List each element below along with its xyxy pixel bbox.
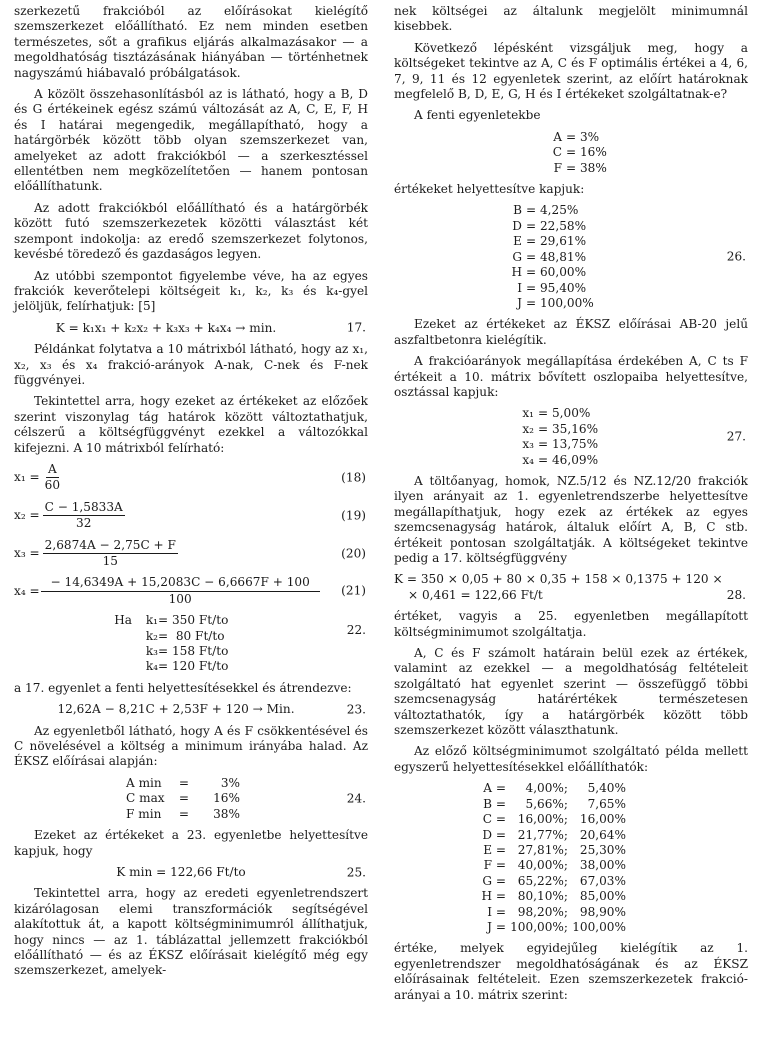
paragraph: értéke, melyek egyidejűleg kielégítik az 1. egyenletrendszer megoldhatóságának és az ÉKSZ előírásainak feltételeit. Ezen szemszerkezetek frakció-arányai a 10. mátrix szerint: [394,941,748,1002]
equation-26 [394,203,748,311]
table-cell: G = [482,873,506,888]
value: = 16% [566,145,607,160]
value: = 100,00% [526,295,594,310]
equation-28 [394,572,748,603]
acf-values [394,130,748,176]
equals-sign: = [178,775,190,790]
equation-lhs: x₁ = [14,470,40,485]
fraction-numerator: C − 1,5833A [43,500,125,516]
constant-label: k₁ [145,613,158,628]
equation-19 [14,500,368,532]
value-label: B [513,203,522,218]
fraction-denominator: 60 [44,478,61,493]
paragraph: a 17. egyenlet a fenti helyettesítésekkel és átrendezve: [14,680,352,695]
paragraph: Ezeket az értékeket a 23. egyenletbe helyettesítve kapjuk, hogy [14,828,368,858]
paragraph: Az egyenletből látható, hogy A és F csökkentésével és C növelésével a költség a minimum irányába halad. Az ÉKSZ előírásai alapján: [14,723,368,769]
table-row [394,797,748,812]
value-label: G [512,249,522,264]
value: = 46,09% [538,452,599,467]
fraction-numerator: 2,6874A − 2,75C + F [43,538,178,554]
paragraph: Tekintettel arra, hogy ezeket az értékeket az előzőek szerint viszonylag tág határok között változtathatjuk, célszerű a költségfüggvényt ezekkel a változókkal kifejezni. A 10 mátrixból felírható: [14,394,368,455]
value-label: x₁ [522,406,534,421]
value: = 95,40% [526,280,587,295]
table-cell: 4,00%; [525,781,568,796]
value: = 22,58% [526,218,587,233]
table-cell: 80,10%; [517,889,568,904]
equation-text: K = k₁x₁ + k₂x₂ + k₃x₃ + k₄x₄ → min. [55,320,277,335]
value-label: x₄ [522,452,534,467]
table-cell: 40,00%; [517,858,568,873]
table-cell: 16,00%; [517,812,568,827]
equation-number: (18) [341,470,366,485]
paragraph: értéket, vagyis a 25. egyenletben megállapított költségminimumot szolgáltatja. [394,609,748,639]
fraction-denominator: 15 [102,554,118,568]
paragraph: Következő lépésként vizsgáljuk meg, hogy a költségeket tekintve az A, C és F optimális értékei a 4, 6, 7, 9, 11 és 12 egyenletek szerint, az előírt határoknak megfelelő B, D, E, G, H és I értékeket szolgáltatnak-e? [394,40,748,102]
limit-value: 38% [213,806,240,821]
paragraph: Az adott frakciókból előállítható és a határgörbék között futó szemszerkezetek közötti választást két szempont indokolja: az eredő szemszerkezet folytonos, kevésbé töredező és gazdaságos legyen. [14,200,368,262]
table-cell: 98,20%; [517,904,568,919]
table-cell: 98,90% [579,904,626,919]
value-label: C [552,145,562,160]
constant-value: = 158 Ft/to [158,644,229,659]
value: = 5,00% [538,406,591,421]
equation-23 [14,702,368,717]
limit-label: F min [126,806,162,821]
equation-number: 25. [346,864,366,879]
limit-value: 16% [213,791,240,806]
equation-22 [14,613,368,675]
equation-lhs: x₂ = [14,507,40,522]
table-cell: 85,00% [579,889,626,904]
equation-number: 26. [726,249,746,264]
equation-prefix: Ha [114,613,132,628]
value: = 48,81% [526,249,587,264]
value-label: H [511,265,522,280]
equation-18 [14,462,368,494]
table-cell: J = [487,919,506,934]
equation-17 [14,321,368,336]
table-cell: 5,66%; [525,796,568,811]
value-label: x₂ [522,421,534,436]
paragraph: A, C és F számolt határain belül ezek az értékek, valamint az ezekkel — a megoldhatóság feltételeit szolgáltató hat egyenlet szerint — összefüggő többi szemcsenagyság határértékek természetesen változtathatók, így a határgörbék között több szemszerkezet között választhatunk. [394,646,748,738]
equation-number: 22. [346,623,366,638]
paragraph: A töltőanyag, homok, NZ.5/12 és NZ.12/20 frakciók ilyen arányait az 1. egyenletrendszerbe helyettesítve megállapíthatjuk, hogy ezek az értékek az egyes szemcsenagyság határok, általuk előírt A, B, C stb. értékeit pontosan szolgáltatják. A költségeket tekintve pedig a 17. költségfüggvény [394,473,748,565]
constant-label: k₂ [145,628,158,643]
equation-number: 28. [726,587,746,602]
alternative-values-table [394,781,748,935]
fraction-numerator: A [46,462,59,478]
paragraph: Tekintettel arra, hogy az eredeti egyenletrendszert kizárólagosan elemi transzformációk segítségével alakítottuk át, a kapott költségminimumról állíthatjuk, hogy nincs — az 1. táblázattal jellemzett frakciókból előállítható — és az ÉKSZ előírásait kielégítő még egy szemszerkezet, amelyek- [14,886,368,978]
table-cell: 65,22%; [517,873,568,888]
value: = 3% [566,129,600,144]
fraction-numerator: − 14,6349A + 15,2083C − 6,6667F + 100 [41,575,320,591]
equals-sign: = [178,791,190,806]
table-cell: 38,00% [579,858,626,873]
paragraph: A közölt összehasonlításból az is látható, hogy a B, D és G értékeinek egész számú változását az A, C, E, F, H és I határai megengedik, megállapítható, hogy a határgörbék között több olyan szemszerkezet van, amelyeket az adott frakciókból — a szerkesztéssel ellentétben nem megközelítetően — hanem pontosan előállíthatunk. [14,87,368,194]
table-row [394,874,748,889]
table-cell: F = [483,858,506,873]
value-label: E [513,234,522,249]
table-row [394,843,748,858]
equation-lhs: x₄ = [14,583,40,598]
equation-number: 17. [346,320,366,335]
value-label: F [553,160,562,175]
equation-number: 24. [346,791,366,806]
equation-number: (20) [341,545,366,560]
table-cell: 7,65% [587,796,626,811]
equation-25 [14,865,368,880]
table-cell: E = [483,842,506,857]
table-row [394,889,748,904]
equation-text: 12,62A − 8,21C + 2,53F + 120 → Min. [57,702,295,717]
table-cell: I = [487,904,506,919]
table-cell: C = [482,812,506,827]
constant-label: k₃ [145,644,158,659]
paragraph: nek költségei az általunk megjelölt minimumnál kisebbek. [394,4,748,34]
value-label: x₃ [522,437,534,452]
table-cell: 27,81%; [517,842,568,857]
limit-label: A min [126,775,162,790]
fraction-denominator: 100 [168,591,192,606]
table-cell: 5,40% [587,781,626,796]
value: = 60,00% [526,265,587,280]
equation-20 [14,538,368,570]
table-cell: 20,64% [579,827,626,842]
value: = 13,75% [538,437,599,452]
equation-21 [14,575,368,607]
paragraph: Példánkat folytatva a 10 mátrixból látható, hogy az x₁, x₂, x₃ és x₄ frakció-arányok A-nak, C-nek és F-nek függvényei. [14,342,368,387]
table-row [394,858,748,873]
table-row [394,828,748,843]
equation-number: 23. [346,702,366,717]
paragraph: szerkezetű frakcióból az előírásokat kielégítő szemszerkezet előállítható. Ez nem minden esetben természetes, sőt a grafikus eljárás alkalmazásakor — a megoldhatóság tisztázásának hiányában — történhetnek nagyszámú hiábavaló próbálgatások. [14,4,368,80]
constant-value: = 120 Ft/to [158,659,229,674]
value: = 35,16% [538,421,599,436]
equation-line: × 0,461 = 122,66 Ft/t [408,587,543,602]
paragraph: Ezeket az értékeket az ÉKSZ előírásai AB-20 jelű aszfaltbetonra kielégítik. [394,317,748,347]
table-cell: 25,30% [579,842,626,857]
equation-text: K min = 122,66 Ft/to [116,864,246,879]
table-cell: D = [482,827,506,842]
equation-line: K = 350 × 0,05 + 80 × 0,35 + 158 × 0,1375 + 120 × [394,572,723,587]
table-cell: 21,77%; [517,827,568,842]
value: = 29,61% [526,234,587,249]
paragraph: A fenti egyenletekbe [414,108,541,123]
fraction-denominator: 32 [76,516,92,531]
value: = 38% [566,160,607,175]
equation-number: 27. [726,429,746,444]
table-cell: 100,00%; [510,919,568,934]
value-label: I [517,280,522,295]
paragraph: A frakcióarányok megállapítása érdekében A, C ts F értékeit a 10. mátrix bővített oszlopaiba helyettesítve, osztással kapjuk: [394,354,748,399]
value-label: D [512,218,522,233]
right-column [394,4,748,1009]
table-row [394,920,748,935]
limit-value: 3% [220,775,240,790]
equation-27 [394,406,748,468]
value-label: J [517,295,522,310]
table-cell: A = [483,781,506,796]
constant-label: k₄ [145,659,158,674]
equation-24 [14,776,368,822]
table-cell: 67,03% [579,873,626,888]
equals-sign: = [178,806,190,821]
constant-value: = 80 Ft/to [158,628,225,643]
constant-value: = 350 Ft/to [158,613,229,628]
left-column [14,4,368,985]
table-row [394,781,748,796]
paragraph: értékeket helyettesítve kapjuk: [394,182,585,197]
value-label: A [553,129,562,144]
table-cell: 16,00% [579,812,626,827]
table-cell: B = [483,796,506,811]
table-row [394,905,748,920]
paragraph: Az előző költségminimumot szolgáltató példa mellett egyszerű helyettesítésekkel előállíthatók: [394,744,748,774]
limit-label: C max [126,791,165,806]
equation-number: (19) [341,507,366,522]
paragraph: Az utóbbi szempontot figyelembe véve, ha az egyes frakciók keverőtelepi költségeit k₁, k₂, k₃ és k₄-gyel jelöljük, felírhatjuk: [5] [14,268,368,314]
table-row [394,812,748,827]
table-cell: H = [481,889,506,904]
equation-lhs: x₃ = [14,545,40,560]
table-cell: 100,00% [572,919,626,934]
equation-number: (21) [341,583,366,598]
value: = 4,25% [526,203,579,218]
